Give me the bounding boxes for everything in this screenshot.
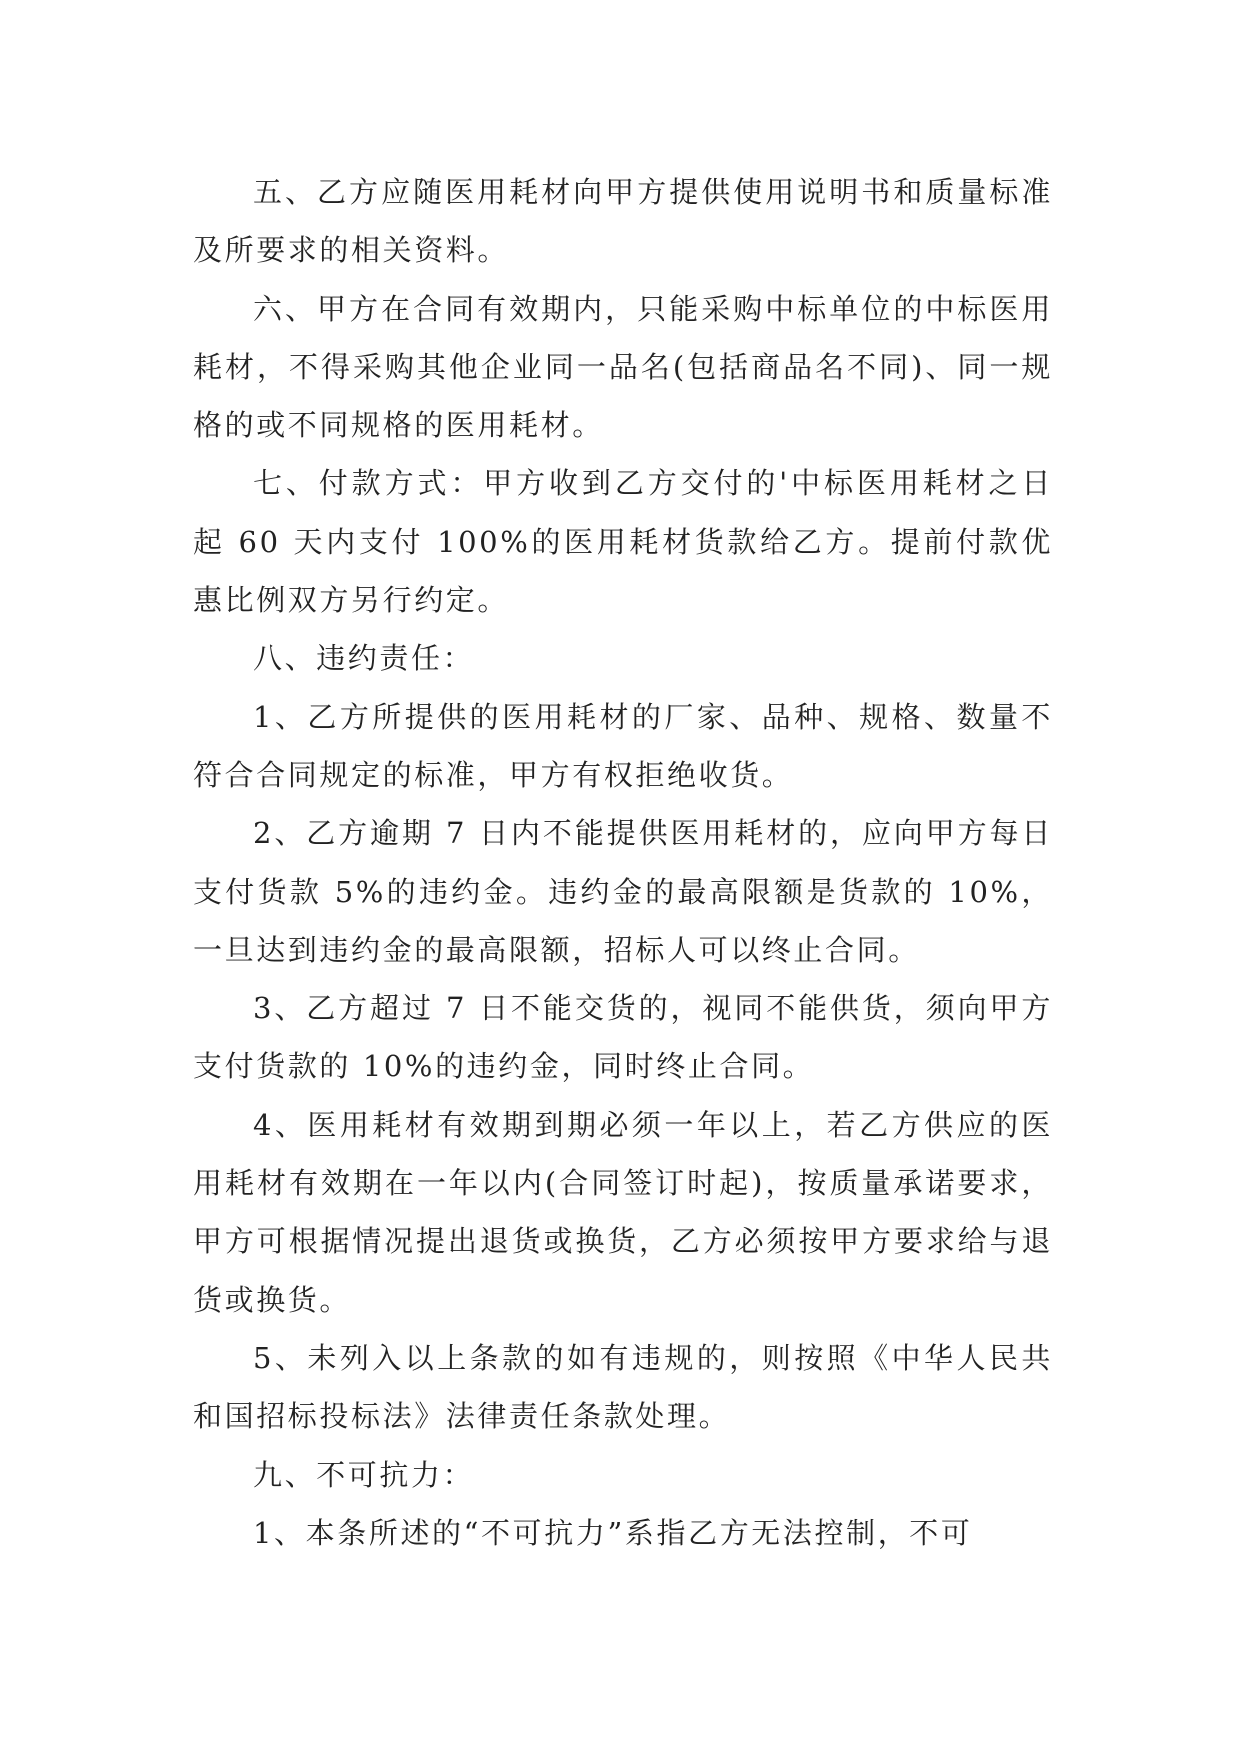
clause-5-paragraph: 五、乙方应随医用耗材向甲方提供使用说明书和质量标准及所要求的相关资料。 <box>193 175 1053 268</box>
document-body <box>193 163 1053 1562</box>
clause-9-item-1: 1、本条所述的“不可抗力”系指乙方无法控制，不可 <box>253 1515 973 1550</box>
clause-8-heading: 八、违约责任： <box>253 641 475 676</box>
clause-8-item-2: 2、乙方逾期 7 日内不能提供医用耗材的，应向甲方每日支付货款 5%的违约金。违约金的最高限额是货款的 10%，一旦达到违约金的最高限额，招标人可以终止合同。 <box>193 816 1053 967</box>
clause-9-heading: 九、不可抗力： <box>253 1457 475 1492</box>
clause-8-item-4: 4、医用耗材有效期到期必须一年以上，若乙方供应的医用耗材有效期在一年以内(合同签订时起)，按质量承诺要求，甲方可根据情况提出退货或换货，乙方必须按甲方要求给与退货或换货。 <box>193 1107 1053 1317</box>
clause-8-item-3: 3、乙方超过 7 日不能交货的，视同不能供货，须向甲方支付货款的 10%的违约金，同时终止合同。 <box>193 991 1053 1084</box>
clause-6-paragraph: 六、甲方在合同有效期内，只能采购中标单位的中标医用耗材，不得采购其他企业同一品名(包括商品名不同)、同一规格的或不同规格的医用耗材。 <box>193 291 1053 443</box>
clause-8-item-1: 1、乙方所提供的医用耗材的厂家、品种、规格、数量不符合合同规定的标准，甲方有权拒绝收货。 <box>193 699 1053 792</box>
clause-8-item-5: 5、未列入以上条款的如有违规的，则按照《中华人民共和国招标投标法》法律责任条款处理。 <box>193 1340 1053 1434</box>
clause-7-payment-paragraph: 七、付款方式：甲方收到乙方交付的'中标医用耗材之日起 60 天内支付 100%的医用耗材货款给乙方。提前付款优惠比例双方另行约定。 <box>193 466 1053 618</box>
